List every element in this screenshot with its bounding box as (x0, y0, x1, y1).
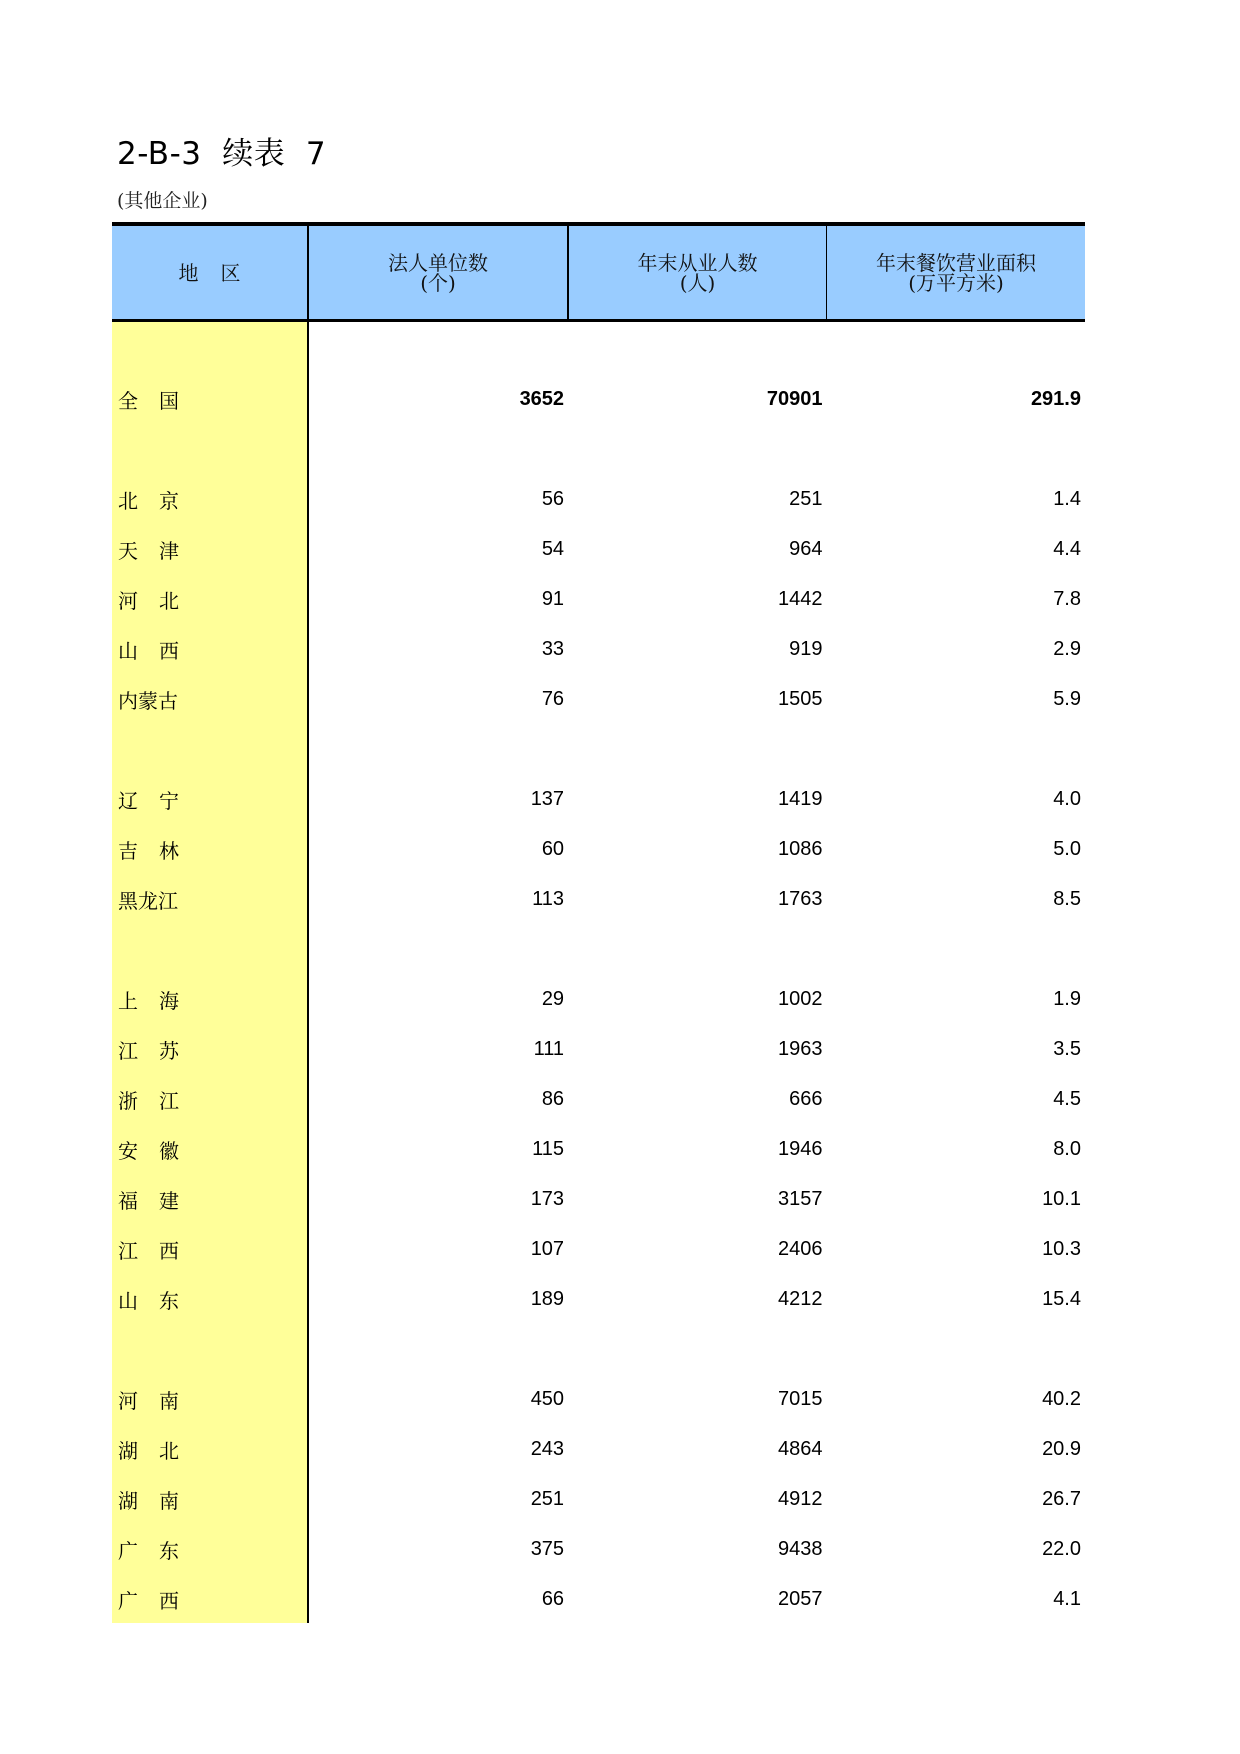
table-row: 浙江 86 666 4.5 (118, 1087, 1081, 1113)
table-row: 北京 56 251 1.4 (118, 487, 1081, 513)
table-row: 湖北 243 4864 20.9 (118, 1437, 1081, 1463)
table-body (112, 322, 1085, 1623)
table-row: 广西 66 2057 4.1 (118, 1587, 1081, 1613)
header-legal-units: 法人单位数 (个) (307, 226, 567, 319)
table-row: 江西 107 2406 10.3 (118, 1237, 1081, 1263)
table-title: 2-B-3 续表 7 (117, 136, 327, 172)
table-row: 山东 189 4212 15.4 (118, 1287, 1081, 1313)
statistics-table (112, 222, 1085, 1623)
table-row: 上海 29 1002 1.9 (118, 987, 1081, 1013)
table-row: 广东 375 9438 22.0 (118, 1537, 1081, 1563)
table-row: 辽宁 137 1419 4.0 (118, 787, 1081, 813)
table-subtitle: (其他企业) (117, 190, 208, 212)
table-row: 山西 33 919 2.9 (118, 637, 1081, 663)
header-region: 地区 (178, 260, 263, 285)
table-row-total: 全国 3652 70901 291.9 (118, 387, 1081, 413)
table-row: 吉林 60 1086 5.0 (118, 837, 1081, 863)
table-row: 河北 91 1442 7.8 (118, 587, 1081, 613)
table-row: 安徽 115 1946 8.0 (118, 1137, 1081, 1163)
table-row: 河南 450 7015 40.2 (118, 1387, 1081, 1413)
table-row: 黑龙江 113 1763 8.5 (118, 887, 1081, 913)
table-row: 江苏 111 1963 3.5 (118, 1037, 1081, 1063)
header-employees: 年末从业人数 (人) (567, 226, 826, 319)
table-row: 福建 173 3157 10.1 (118, 1187, 1081, 1213)
table-row: 天津 54 964 4.4 (118, 537, 1081, 563)
table-row: 内蒙古 76 1505 5.9 (118, 687, 1081, 713)
table-header (112, 222, 1085, 322)
table-row: 湖南 251 4912 26.7 (118, 1487, 1081, 1513)
header-dining-area: 年末餐饮营业面积 (万平方米) (826, 226, 1085, 319)
